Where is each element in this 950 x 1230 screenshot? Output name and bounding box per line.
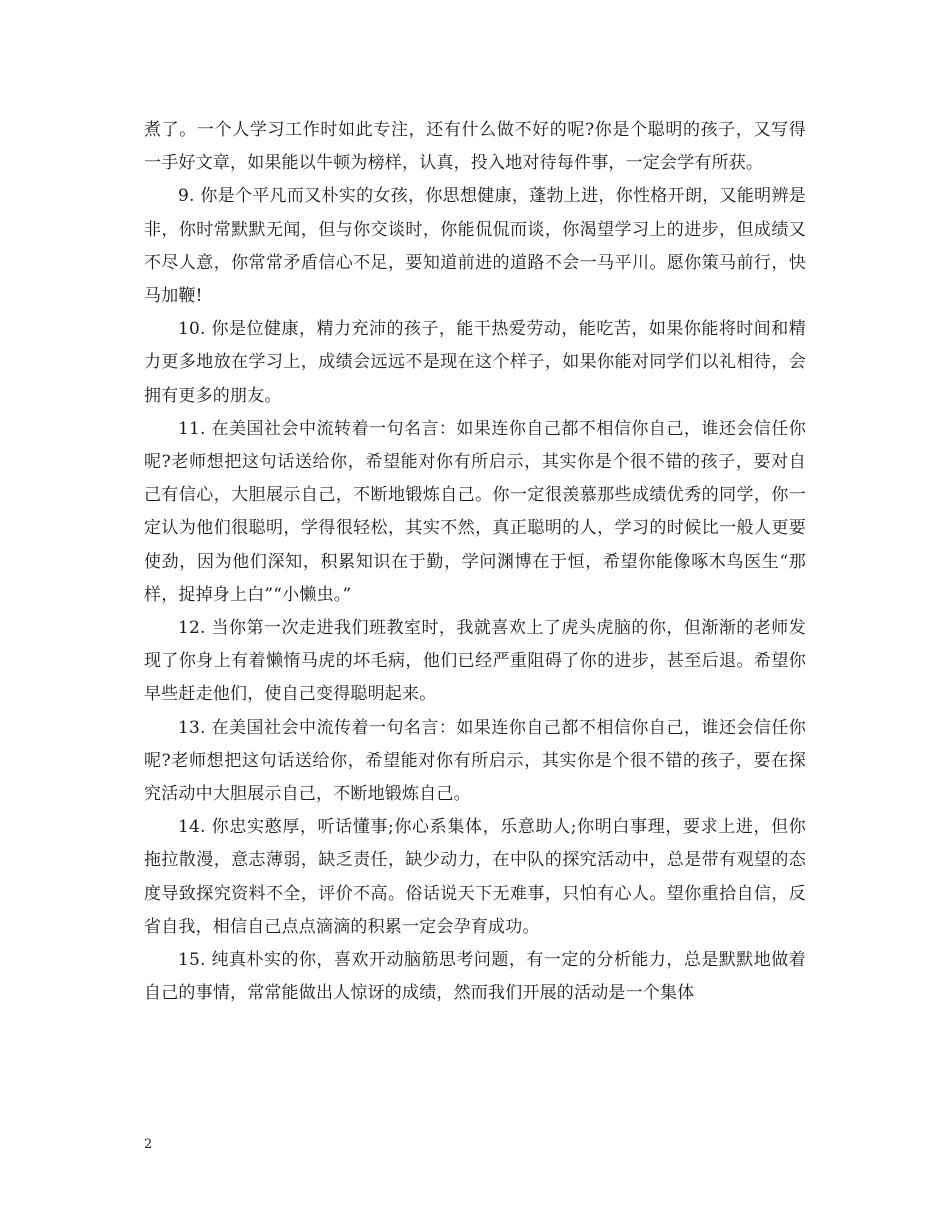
paragraph-continuation: 煮了。一个人学习工作时如此专注，还有什么做不好的呢?你是个聪明的孩子，又写得一手好文章，如果能以牛顿为榜样，认真，投入地对待每件事，一定会学有所获。 [144,120,806,174]
paragraph-item-12: 12. 当你第一次走进我们班教室时，我就喜欢上了虎头虎脑的你，但渐渐的老师发现了你身上有着懒惰马虎的坏毛病，他们已经严重阻碍了你的进步，甚至后退。希望你早些赶走他们，使自己变得聪明起来。 [144,618,806,705]
paragraph-item-11: 11. 在美国社会中流转着一句名言：如果连你自己都不相信你自己，谁还会信任你呢?老师想把这句话送给你，希望能对你有所启示，其实你是个很不错的孩子，要对自己有信心，大胆展示自己，不断地锻炼自己。你一定很羡慕那些成绩优秀的同学，你一定认为他们很聪明，学得很轻松，其实不然，真正聪明的人，学习的时候比一般人更要使劲，因为他们深知，积累知识在于勤，学问渊博在于恒，希望你能像啄木鸟医生“那样，捉掉身上白”“小懒虫。” [144,418,806,605]
page-number: 2 [144,1137,153,1152]
paragraph-item-9: 9. 你是个平凡而又朴实的女孩，你思想健康，蓬勃上进，你性格开朗，又能明辨是非，你时常默默无闻，但与你交谈时，你能侃侃而谈，你渴望学习上的进步，但成绩又不尽人意，你常常矛盾信心不足，要知道前进的道路不会一马平川。愿你策马前行，快马加鞭! [144,186,806,307]
paragraph-item-13: 13. 在美国社会中流传着一句名言：如果连你自己都不相信你自己，谁还会信任你呢?老师想把这句话送给你，希望能对你有所启示，其实你是个很不错的孩子，要在探究活动中大胆展示自己，不断地锻炼自己。 [144,717,806,805]
paragraph-item-15: 15. 纯真朴实的你，喜欢开动脑筋思考问题，有一定的分析能力，总是默默地做着自己的事情，常常能做出人惊讶的成绩，然而我们开展的活动是一个集体 [144,950,806,1004]
paragraph-item-10: 10. 你是位健康，精力充沛的孩子，能干热爱劳动，能吃苦，如果你能将时间和精力更多地放在学习上，成绩会远远不是现在这个样子，如果你能对同学们以礼相待，会拥有更多的朋友。 [144,319,806,406]
document-body [144,114,806,1010]
paragraph-item-14: 14. 你忠实憨厚，听话懂事;你心系集体，乐意助人;你明白事理，要求上进，但你拖拉散漫，意志薄弱，缺乏责任，缺少动力，在中队的探究活动中，总是带有观望的态度导致探究资料不全，评价不高。俗话说天下无难事，只怕有心人。望你重拾自信，反省自我，相信自己点点滴滴的积累一定会孕育成功。 [144,817,806,937]
